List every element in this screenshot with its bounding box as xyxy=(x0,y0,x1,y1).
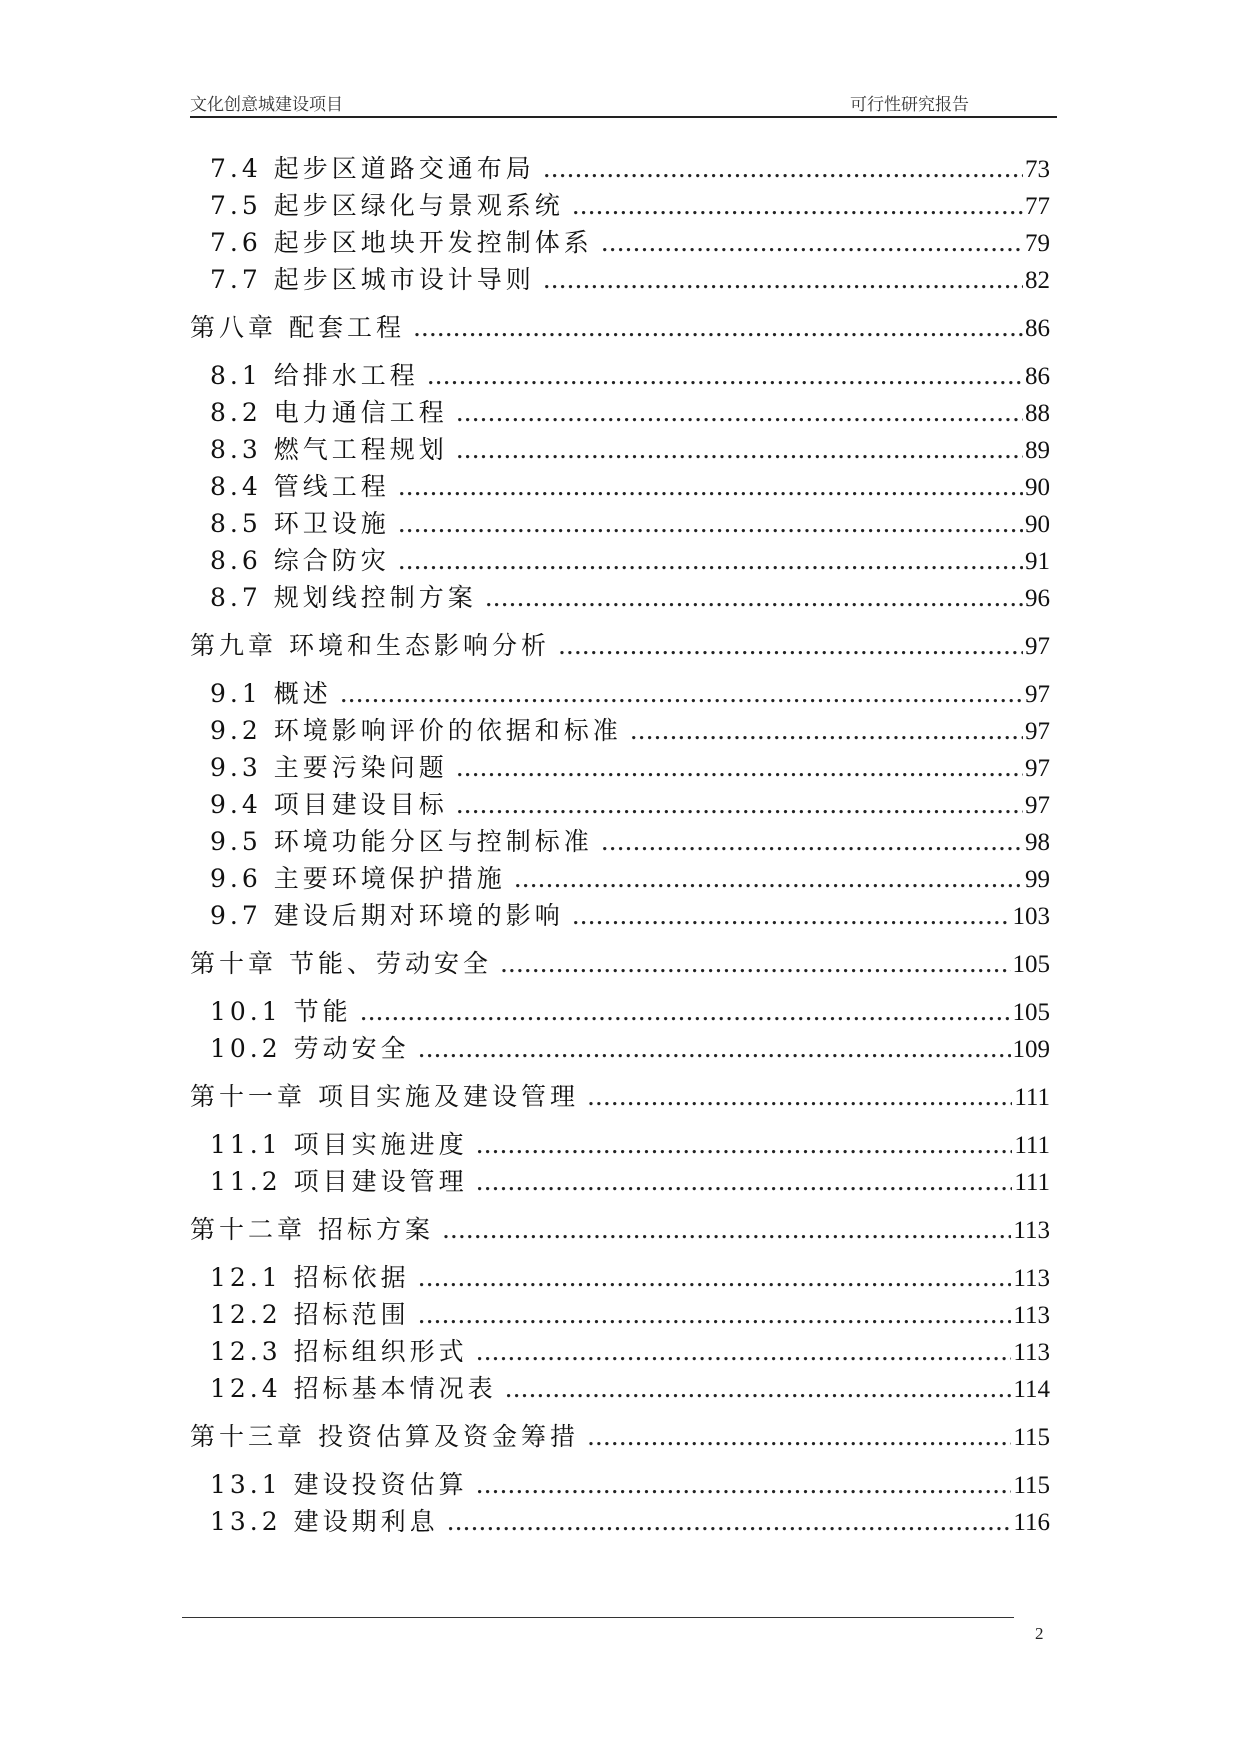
toc-leader-dots xyxy=(398,468,1023,505)
header-project-title: 文化创意城建设项目 xyxy=(190,95,343,114)
toc-leader-dots xyxy=(476,1126,1013,1163)
toc-entry-label: 8.5 环卫设施 xyxy=(210,509,390,538)
toc-entry-label: 9.4 项目建设目标 xyxy=(210,790,448,819)
toc-entry-page: 109 xyxy=(1012,1036,1050,1063)
toc-entry-label: 12.1 招标依据 xyxy=(210,1263,410,1292)
toc-leader-dots xyxy=(456,394,1023,431)
toc-chapter-entry[interactable] xyxy=(190,309,1050,346)
toc-leader-dots xyxy=(476,1163,1013,1200)
toc-leader-dots xyxy=(572,897,1011,934)
toc-leader-dots xyxy=(543,150,1023,187)
toc-entry-label: 9.6 主要环境保护措施 xyxy=(210,864,506,893)
toc-leader-dots xyxy=(427,357,1023,394)
toc-entry-label: 第十三章 投资估算及资金筹措 xyxy=(190,1422,579,1451)
toc-section-entry[interactable] xyxy=(190,505,1050,542)
toc-entry-page: 103 xyxy=(1012,903,1050,930)
toc-entry-label: 8.1 给排水工程 xyxy=(210,361,419,390)
toc-section-entry[interactable] xyxy=(190,712,1050,749)
toc-leader-dots xyxy=(485,579,1023,616)
toc-section-entry[interactable] xyxy=(190,823,1050,860)
table-of-contents xyxy=(190,150,1050,1540)
toc-leader-dots xyxy=(413,309,1023,346)
toc-leader-dots xyxy=(601,224,1023,261)
page-header xyxy=(190,86,1057,118)
toc-entry-page: 115 xyxy=(1013,1424,1050,1451)
toc-section-entry[interactable] xyxy=(190,1466,1050,1503)
toc-entry-label: 8.7 规划线控制方案 xyxy=(210,583,477,612)
toc-leader-dots xyxy=(398,542,1023,579)
toc-entry-label: 8.2 电力通信工程 xyxy=(210,398,448,427)
toc-leader-dots xyxy=(630,712,1023,749)
toc-entry-label: 9.2 环境影响评价的依据和标准 xyxy=(210,716,622,745)
toc-leader-dots xyxy=(456,786,1023,823)
toc-section-entry[interactable] xyxy=(190,786,1050,823)
toc-chapter-entry[interactable] xyxy=(190,1211,1050,1248)
toc-leader-dots xyxy=(418,1030,1011,1067)
page-number: 2 xyxy=(1035,1624,1044,1643)
toc-section-entry[interactable] xyxy=(190,1370,1050,1407)
toc-leader-dots xyxy=(456,431,1023,468)
toc-entry-label: 9.3 主要污染问题 xyxy=(210,753,448,782)
toc-entry-label: 13.1 建设投资估算 xyxy=(210,1470,468,1499)
toc-leader-dots xyxy=(360,993,1011,1030)
toc-entry-page: 73 xyxy=(1025,156,1050,183)
toc-entry-label: 8.3 燃气工程规划 xyxy=(210,435,448,464)
toc-leader-dots xyxy=(601,823,1023,860)
toc-leader-dots xyxy=(572,187,1023,224)
toc-entry-page: 86 xyxy=(1025,363,1050,390)
toc-entry-label: 第十一章 项目实施及建设管理 xyxy=(190,1082,579,1111)
toc-section-entry[interactable] xyxy=(190,749,1050,786)
header-report-type: 可行性研究报告 xyxy=(850,95,969,114)
toc-entry-label: 10.2 劳动安全 xyxy=(210,1034,410,1063)
toc-entry-page: 111 xyxy=(1014,1169,1050,1196)
toc-section-entry[interactable] xyxy=(190,150,1050,187)
toc-entry-label: 第十章 节能、劳动安全 xyxy=(190,949,492,978)
toc-leader-dots xyxy=(447,1503,1012,1540)
toc-section-entry[interactable] xyxy=(190,431,1050,468)
toc-section-entry[interactable] xyxy=(190,468,1050,505)
toc-leader-dots xyxy=(442,1211,1011,1248)
toc-entry-label: 8.6 综合防灾 xyxy=(210,546,390,575)
toc-leader-dots xyxy=(456,749,1023,786)
toc-entry-page: 98 xyxy=(1025,829,1050,856)
toc-entry-label: 9.7 建设后期对环境的影响 xyxy=(210,901,564,930)
toc-entry-page: 99 xyxy=(1025,866,1050,893)
toc-leader-dots xyxy=(500,945,1011,982)
toc-entry-label: 第八章 配套工程 xyxy=(190,313,405,342)
toc-leader-dots xyxy=(476,1333,1012,1370)
toc-section-entry[interactable] xyxy=(190,394,1050,431)
toc-leader-dots xyxy=(418,1259,1012,1296)
toc-entry-label: 7.5 起步区绿化与景观系统 xyxy=(210,191,564,220)
toc-entry-page: 96 xyxy=(1025,585,1050,612)
toc-leader-dots xyxy=(418,1296,1012,1333)
toc-section-entry[interactable] xyxy=(190,1333,1050,1370)
toc-entry-label: 13.2 建设期利息 xyxy=(210,1507,439,1536)
toc-leader-dots xyxy=(505,1370,1012,1407)
toc-entry-page: 113 xyxy=(1013,1265,1050,1292)
footer-divider xyxy=(182,1617,1014,1618)
toc-entry-label: 9.5 环境功能分区与控制标准 xyxy=(210,827,593,856)
toc-entry-label: 9.1 概述 xyxy=(210,679,332,708)
toc-section-entry[interactable] xyxy=(190,187,1050,224)
toc-section-entry[interactable] xyxy=(190,1259,1050,1296)
toc-entry-label: 第十二章 招标方案 xyxy=(190,1215,434,1244)
toc-entry-page: 97 xyxy=(1025,792,1050,819)
toc-section-entry[interactable] xyxy=(190,1503,1050,1540)
toc-entry-page: 105 xyxy=(1012,951,1050,978)
toc-entry-page: 113 xyxy=(1013,1302,1050,1329)
toc-entry-page: 82 xyxy=(1025,267,1050,294)
toc-entry-page: 77 xyxy=(1025,193,1050,220)
toc-section-entry[interactable] xyxy=(190,860,1050,897)
toc-entry-label: 7.7 起步区城市设计导则 xyxy=(210,265,535,294)
toc-entry-page: 89 xyxy=(1025,437,1050,464)
toc-entry-page: 105 xyxy=(1012,999,1050,1026)
toc-entry-page: 91 xyxy=(1025,548,1050,575)
toc-leader-dots xyxy=(543,261,1023,298)
toc-entry-page: 97 xyxy=(1025,681,1050,708)
toc-entry-page: 79 xyxy=(1025,230,1050,257)
toc-leader-dots xyxy=(558,627,1023,664)
toc-section-entry[interactable] xyxy=(190,579,1050,616)
toc-entry-label: 11.2 项目建设管理 xyxy=(210,1167,468,1196)
toc-entry-label: 10.1 节能 xyxy=(210,997,352,1026)
toc-entry-page: 97 xyxy=(1025,718,1050,745)
toc-entry-label: 12.4 招标基本情况表 xyxy=(210,1374,497,1403)
toc-chapter-entry[interactable] xyxy=(190,627,1050,664)
toc-leader-dots xyxy=(398,505,1023,542)
toc-chapter-entry[interactable] xyxy=(190,945,1050,982)
toc-entry-label: 8.4 管线工程 xyxy=(210,472,390,501)
toc-section-entry[interactable] xyxy=(190,993,1050,1030)
toc-entry-page: 90 xyxy=(1025,511,1050,538)
toc-entry-page: 97 xyxy=(1025,755,1050,782)
toc-entry-label: 7.6 起步区地块开发控制体系 xyxy=(210,228,593,257)
toc-entry-label: 12.2 招标范围 xyxy=(210,1300,410,1329)
toc-entry-page: 114 xyxy=(1013,1376,1050,1403)
toc-entry-page: 111 xyxy=(1014,1132,1050,1159)
toc-section-entry[interactable] xyxy=(190,1126,1050,1163)
toc-section-entry[interactable] xyxy=(190,542,1050,579)
toc-section-entry[interactable] xyxy=(190,1163,1050,1200)
toc-leader-dots xyxy=(514,860,1023,897)
toc-section-entry[interactable] xyxy=(190,1030,1050,1067)
toc-entry-label: 12.3 招标组织形式 xyxy=(210,1337,468,1366)
toc-entry-page: 90 xyxy=(1025,474,1050,501)
toc-section-entry[interactable] xyxy=(190,261,1050,298)
toc-leader-dots xyxy=(476,1466,1012,1503)
toc-section-entry[interactable] xyxy=(190,1296,1050,1333)
toc-leader-dots xyxy=(587,1078,1012,1115)
toc-entry-label: 7.4 起步区道路交通布局 xyxy=(210,154,535,183)
toc-entry-page: 111 xyxy=(1014,1084,1050,1111)
toc-chapter-entry[interactable] xyxy=(190,1418,1050,1455)
toc-entry-label: 第九章 环境和生态影响分析 xyxy=(190,631,550,660)
toc-entry-label: 11.1 项目实施进度 xyxy=(210,1130,468,1159)
toc-entry-page: 113 xyxy=(1013,1217,1050,1244)
toc-section-entry[interactable] xyxy=(190,357,1050,394)
toc-section-entry[interactable] xyxy=(190,224,1050,261)
toc-entry-page: 86 xyxy=(1025,315,1050,342)
toc-entry-page: 88 xyxy=(1025,400,1050,427)
toc-section-entry[interactable] xyxy=(190,675,1050,712)
toc-leader-dots xyxy=(587,1418,1011,1455)
toc-section-entry[interactable] xyxy=(190,897,1050,934)
toc-leader-dots xyxy=(340,675,1023,712)
toc-entry-page: 116 xyxy=(1013,1509,1050,1536)
toc-entry-page: 113 xyxy=(1013,1339,1050,1366)
toc-entry-page: 115 xyxy=(1013,1472,1050,1499)
toc-chapter-entry[interactable] xyxy=(190,1078,1050,1115)
toc-entry-page: 97 xyxy=(1025,633,1050,660)
